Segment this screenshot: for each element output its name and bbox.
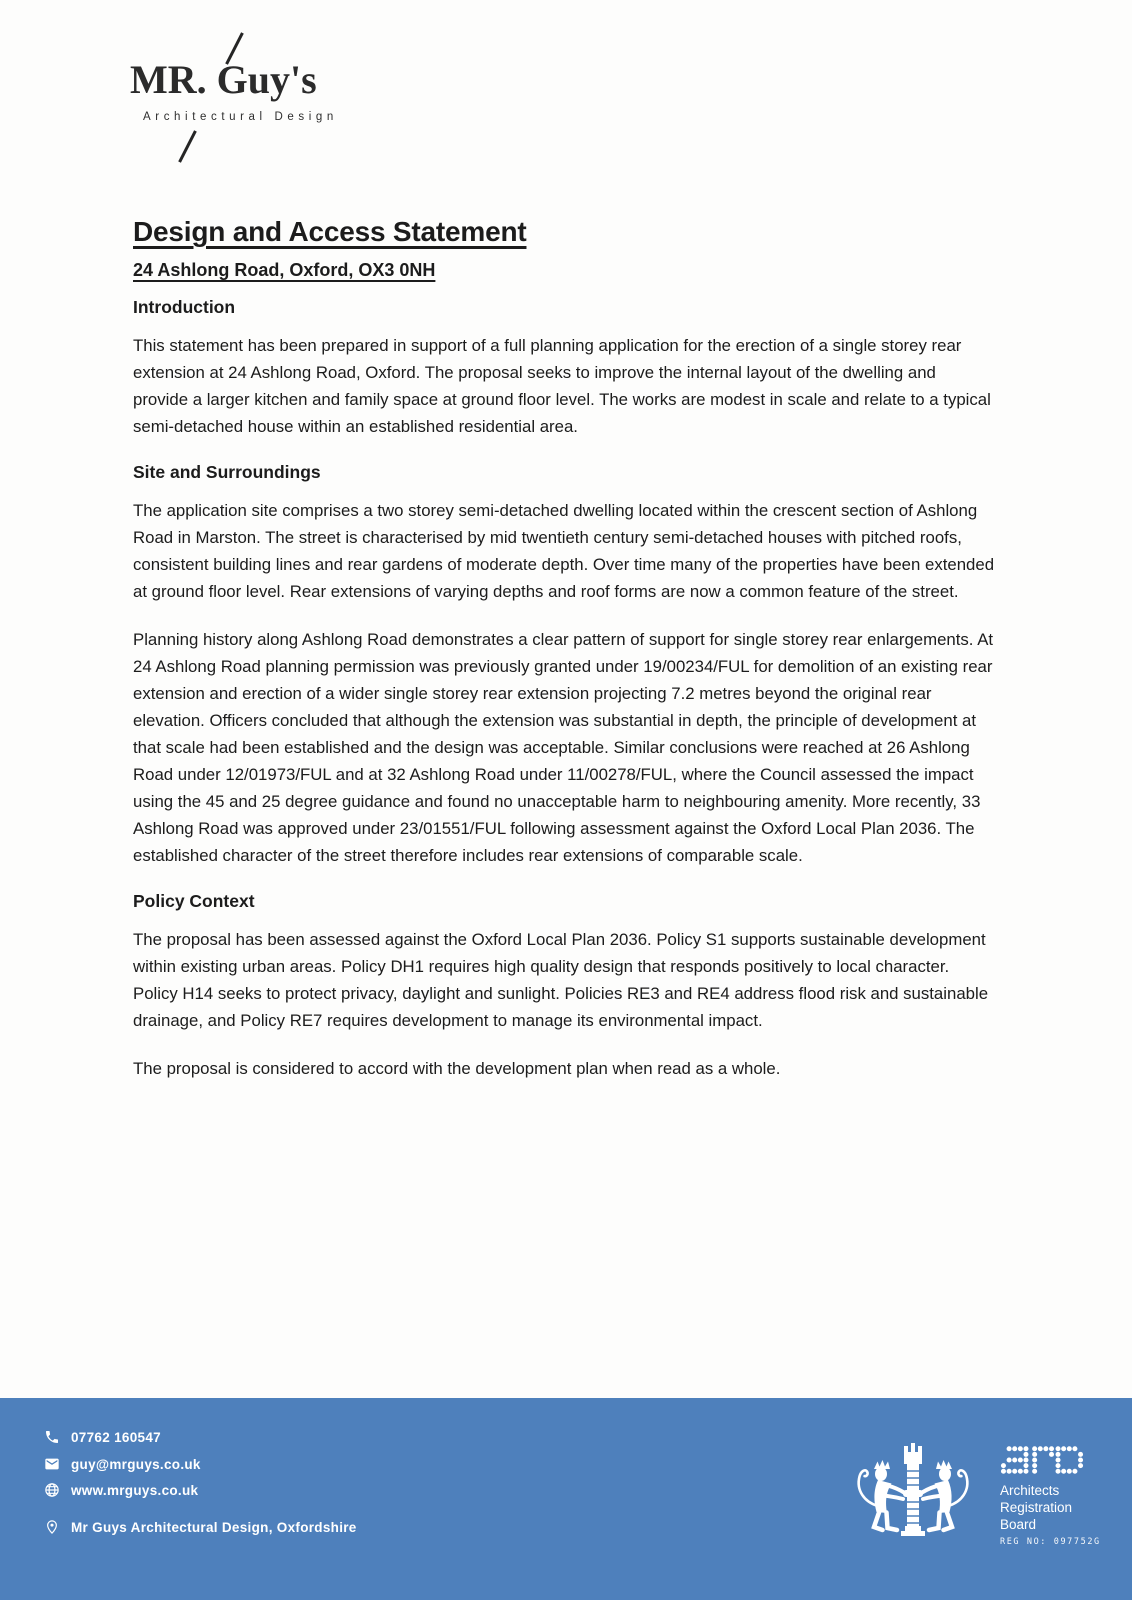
paragraph-site-2: Planning history along Ashlong Road demonstrates a clear pattern of support for single storey rear enlargements. At 24 Ashlong Road planning permission was previously granted under 19/00234/FUL for demolition of an existing rear extension and erection of a wider single storey rear extension projecting 7.2 metres beyond the original rear elevation. Officers concluded that although the extension was substantial in depth, the principle of development at that scale had been established and the design was acceptable. Similar conclusions were reached at 26 Ashlong Road under 12/01973/FUL and at 32 Ashlong Road under 11/00278/FUL, where the Council assessed the impact using the 45 and 25 degree guidance and found no unacceptable harm to neighbouring amenity. More recently, 33 Ashlong Road was approved under 23/01551/FUL following assessment against the Oxford Local Plan 2036. The established character of the street therefore includes rear extensions of comparable scale. [133, 630, 994, 865]
paragraph-policy-1: The proposal has been assessed against the Oxford Local Plan 2036. Policy S1 supports sustainable development within existing urban areas. Policy DH1 requires high quality design that responds positively to local character. Policy H14 seeks to protect privacy, daylight and sunlight. Policies RE3 and RE4 address flood risk and sustainable drainage, and Policy RE7 requires development to manage its environmental impact. [133, 930, 989, 1030]
document-title: Design and Access Statement [133, 216, 527, 247]
paragraph-policy-2: The proposal is considered to accord with the development plan when read as a whole. [133, 1059, 781, 1078]
arb-logo-icon [1000, 1445, 1084, 1475]
globe-icon [44, 1482, 60, 1498]
section-heading-introduction: Introduction [133, 297, 236, 317]
page-footer [0, 1398, 1132, 1600]
location-pin-icon [44, 1519, 60, 1535]
logo-slash-bottom-icon [178, 130, 197, 163]
footer-address-row [44, 1519, 357, 1535]
footer-email-row [44, 1456, 201, 1472]
footer-website-row [44, 1482, 198, 1498]
company-logo [130, 30, 338, 170]
arb-line-registration: Registration [1000, 1500, 1073, 1515]
lions-and-column-crest-icon [852, 1440, 974, 1546]
footer-email: guy@mrguys.co.uk [71, 1456, 201, 1472]
footer-phone: 07762 160547 [71, 1429, 161, 1445]
section-heading-policy-context: Policy Context [133, 891, 255, 911]
arb-line-architects: Architects [1000, 1483, 1060, 1498]
logo-name: MR. Guy's [130, 57, 317, 102]
document-subtitle: 24 Ashlong Road, Oxford, OX3 0NH [133, 260, 436, 280]
footer-address: Mr Guys Architectural Design, Oxfordshire [71, 1519, 357, 1535]
arb-accreditation [1000, 1445, 1110, 1547]
section-heading-site-and-surroundings: Site and Surroundings [133, 462, 321, 482]
paragraph-introduction-1: This statement has been prepared in support of a full planning application for the erection of a single storey rear extension at 24 Ashlong Road, Oxford. The proposal seeks to improve the internal layout of the dwelling and provide a larger kitchen and family space at ground floor level. The works are modest in scale and relate to a typical semi-detached house within an established residential area. [133, 336, 991, 436]
document-body [133, 216, 995, 1103]
footer-website: www.mrguys.co.uk [71, 1482, 199, 1498]
arb-line-board: Board [1000, 1517, 1037, 1532]
paragraph-site-1: The application site comprises a two storey semi-detached dwelling located within the crescent section of Ashlong Road in Marston. The street is characterised by mid twentieth century semi-detached houses with pitched roofs, consistent building lines and rear gardens of moderate depth. Over time many of the properties have been extended at ground floor level. Rear extensions of varying depths and roof forms are now a common feature of the street. [133, 501, 995, 601]
envelope-icon [44, 1456, 60, 1472]
logo-tagline: Architectural Design [143, 111, 338, 123]
arb-registration-number: REG NO: 097752G [1000, 1537, 1101, 1547]
phone-icon [44, 1429, 60, 1445]
footer-phone-row [44, 1429, 161, 1445]
